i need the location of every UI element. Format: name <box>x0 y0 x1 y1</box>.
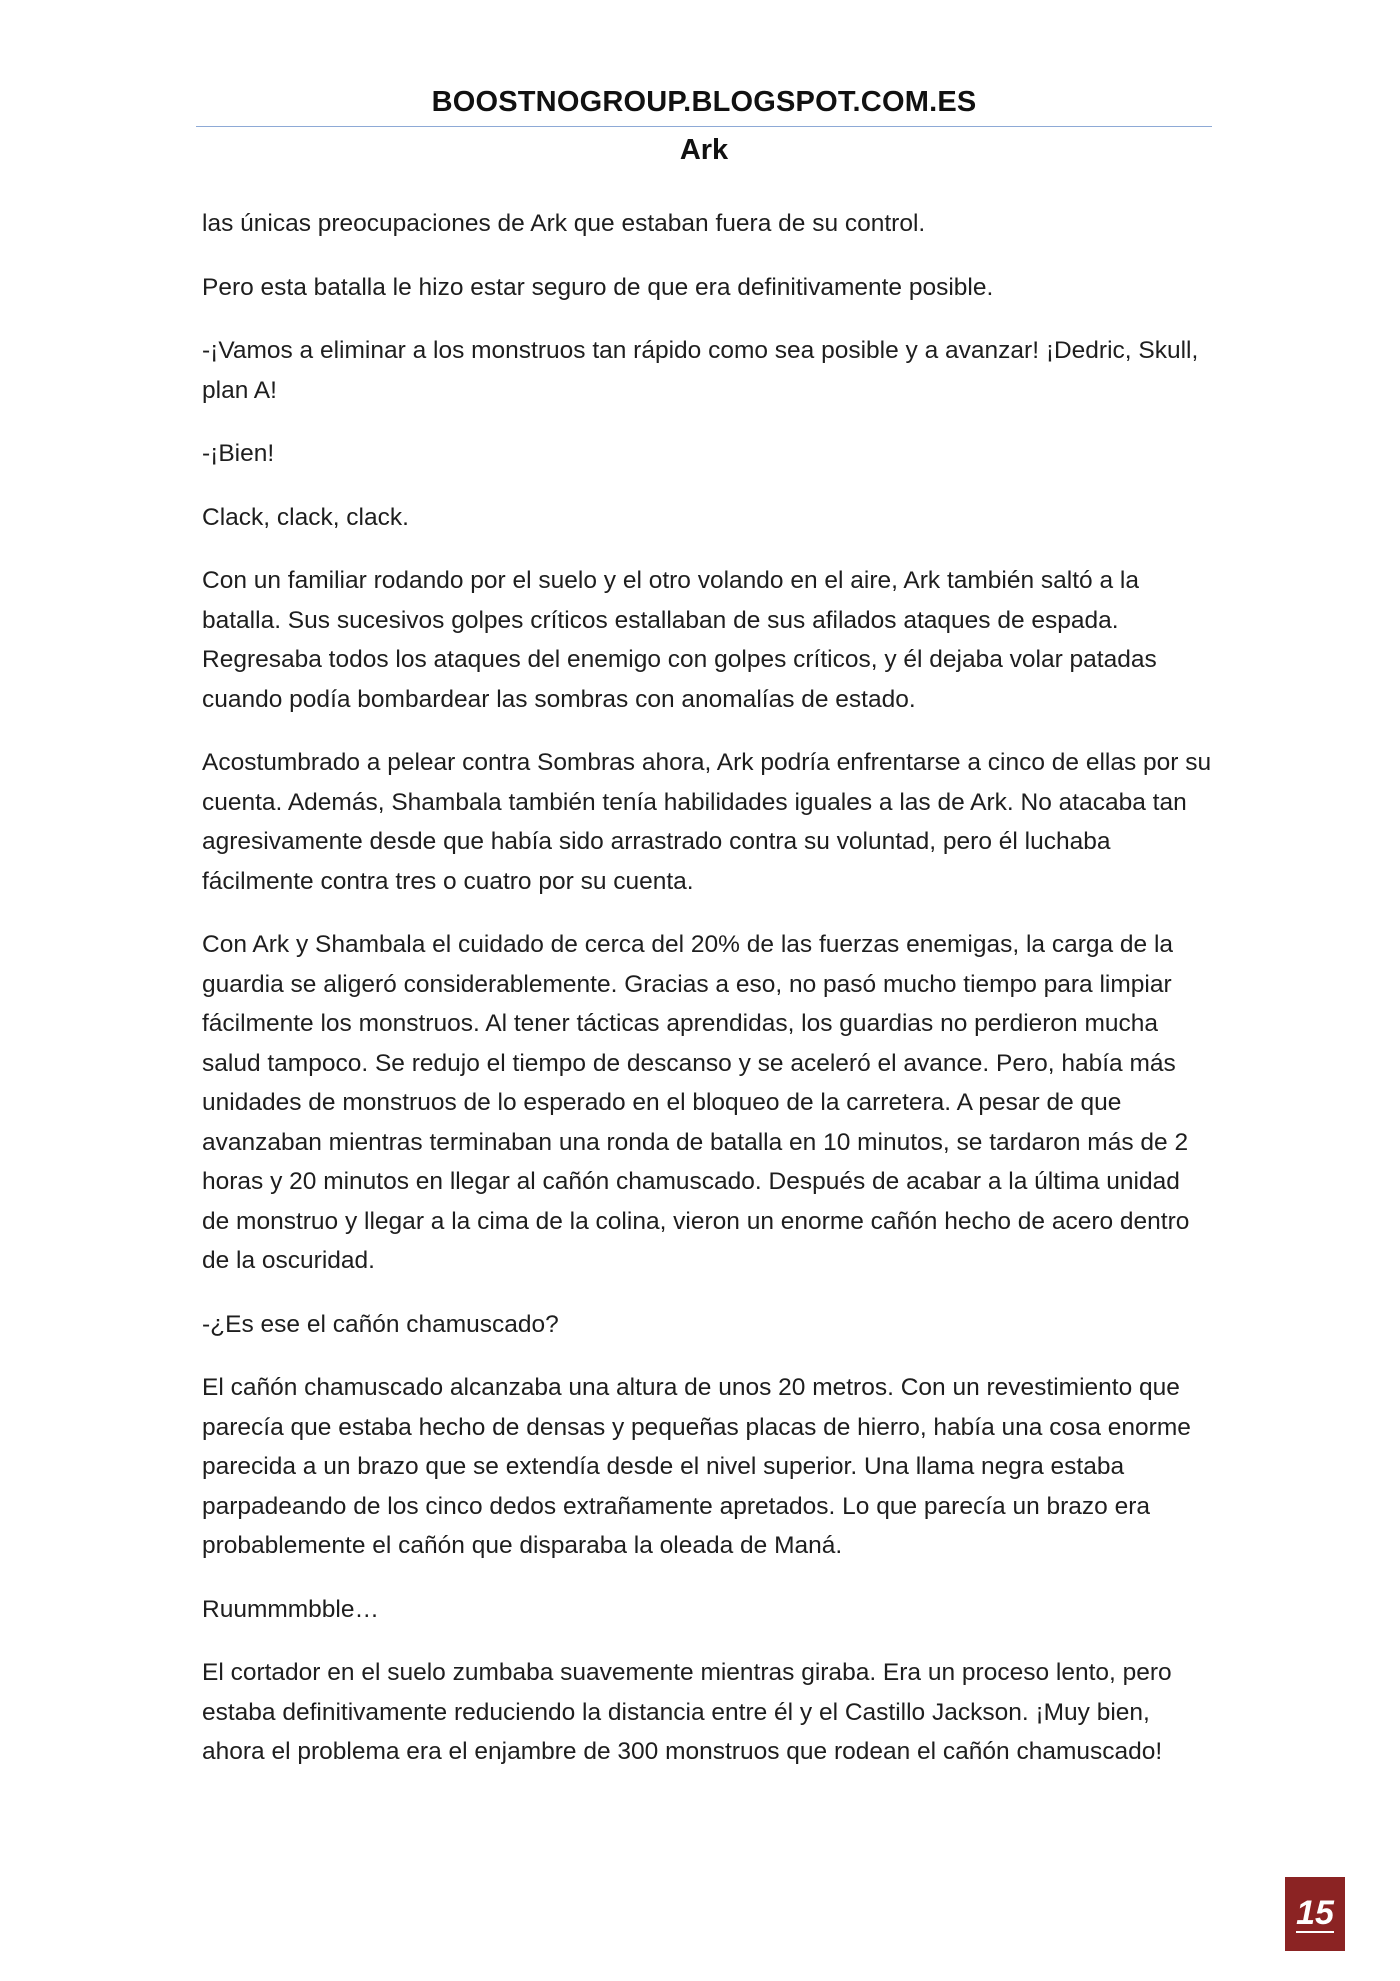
paragraph: Pero esta batalla le hizo estar seguro de que era definitivamente posible. <box>202 273 994 301</box>
paragraph: Ruummmbble… <box>202 1595 379 1623</box>
header-divider <box>196 126 1212 127</box>
paragraph: -¿Es ese el cañón chamuscado? <box>202 1310 559 1338</box>
paragraph: -¡Bien! <box>202 440 275 467</box>
paragraph: -¡Vamos a eliminar a los monstruos tan rápido como sea posible y a avanzar! ¡Dedric, Skull, plan A! <box>202 337 1199 404</box>
page-number-badge <box>1285 1877 1345 1951</box>
book-title: Ark <box>679 134 729 166</box>
page-header <box>196 82 1212 169</box>
page-number: 15 <box>1296 1894 1334 1932</box>
paragraph: El cañón chamuscado alcanzaba una altura de unos 20 metros. Con un revestimiento que parecía que estaba hecho de densas y pequeñas placas de hierro, había una cosa enorme parecida a un brazo que se extendía desde el nivel superior. Una llama negra estaba parpadeando de los cinco dedos extrañamente apretados. Lo que parecía un brazo era probablemente el cañón que disparaba la oleada de Maná. <box>202 1374 1191 1559</box>
paragraph: Acostumbrado a pelear contra Sombras ahora, Ark podría enfrentarse a cinco de ellas por su cuenta. Además, Shambala también tenía habilidades iguales a las de Ark. No atacaba tan agresivamente desde que había sido arrastrado contra su voluntad, pero él luchaba fácilmente contra tres o cuatro por su cuenta. <box>202 749 1212 895</box>
paragraph: El cortador en el suelo zumbaba suavemente mientras giraba. Era un proceso lento, pero estaba definitivamente reduciendo la distancia entre él y el Castillo Jackson. ¡Muy bien, ahora el problema era el enjambre de 300 monstruos que rodean el cañón chamuscado! <box>202 1659 1172 1765</box>
paragraph: Con un familiar rodando por el suelo y el otro volando en el aire, Ark también saltó a la batalla. Sus sucesivos golpes críticos estallaban de sus afilados ataques de espada. Regresaba todos los ataques del enemigo con golpes críticos, y él dejaba volar patadas cuando podía bombardear las sombras con anomalías de estado. <box>202 567 1157 713</box>
document-body <box>202 204 1212 1796</box>
paragraph: las únicas preocupaciones de Ark que estaban fuera de su control. <box>202 210 926 237</box>
paragraph: Con Ark y Shambala el cuidado de cerca del 20% de las fuerzas enemigas, la carga de la guardia se aligeró considerablemente. Gracias a eso, no pasó mucho tiempo para limpiar fácilmente los monstruos. Al tener tácticas aprendidas, los guardias no perdieron mucha salud tampoco. Se redujo el tiempo de descanso y se aceleró el avance. Pero, había más unidades de monstruos de lo esperado en el bloqueo de la carretera. A pesar de que avanzaban mientras terminaban una ronda de batalla en 10 minutos, se tardaron más de 2 horas y 20 minutos en llegar al cañón chamuscado. Después de acabar a la última unidad de monstruo y llegar a la cima de la colina, vieron un enorme cañón hecho de acero dentro de la oscuridad. <box>202 931 1190 1274</box>
site-title: BOOSTNOGROUP.BLOGSPOT.COM.ES <box>431 86 977 118</box>
paragraph: Clack, clack, clack. <box>202 503 409 531</box>
